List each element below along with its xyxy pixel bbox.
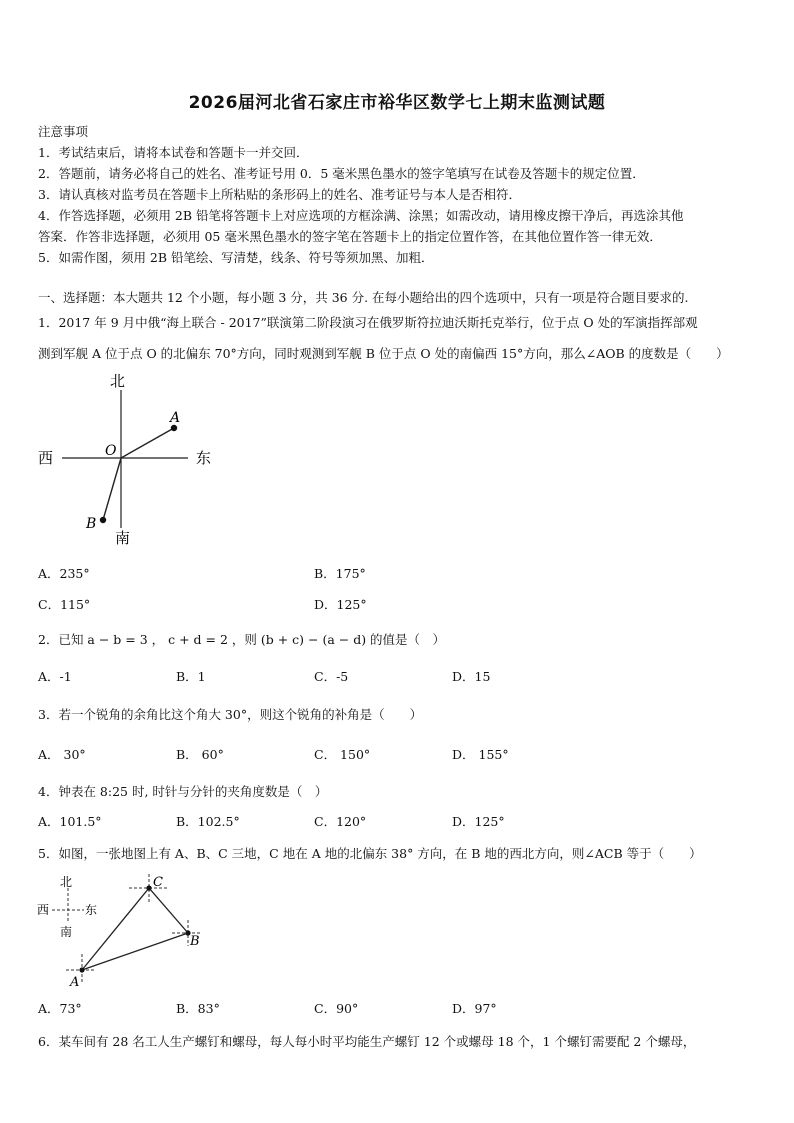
q5-label-b: B bbox=[190, 934, 200, 949]
note-3: 3．请认真核对监考员在答题卡上所粘贴的条形码上的姓名、准考证号与本人是否相符． bbox=[38, 187, 521, 202]
q2-option-d[interactable]: D．15 bbox=[452, 669, 491, 684]
q1-label-east: 东 bbox=[196, 449, 212, 467]
q5-label-south: 南 bbox=[60, 925, 73, 939]
q1-label-b: B bbox=[86, 516, 97, 532]
q1-label-north: 北 bbox=[110, 372, 126, 390]
q2-option-c[interactable]: C．-5 bbox=[314, 669, 349, 684]
q5-label-c: C bbox=[153, 875, 163, 890]
section-heading: 一、选择题：本大题共 12 个小题，每小题 3 分，共 36 分. 在每小题给出的四个选项中，只有一项是符合题目要求的. bbox=[38, 290, 689, 305]
q1-option-c[interactable]: C．115° bbox=[38, 597, 91, 612]
q3-option-c[interactable]: C． 150° bbox=[314, 747, 371, 762]
page-title: 2026届河北省石家庄市裕华区数学七上期末监测试题 bbox=[188, 93, 606, 113]
q1-text-line-1: 1．2017 年 9 月中俄“海上联合 - 2017”联演第二阶段演习在俄罗斯符拉迪沃斯托克举行，位于点 O 处的军演指挥部观 bbox=[38, 315, 698, 330]
q4-option-d[interactable]: D．125° bbox=[452, 814, 505, 829]
q5-option-a[interactable]: A．73° bbox=[38, 1001, 82, 1016]
q5-option-b[interactable]: B．83° bbox=[176, 1001, 220, 1016]
notes-heading: 注意事项 bbox=[38, 124, 89, 139]
q2-text: 2．已知 a − b = 3 ， c + d = 2 ，则 (b + c) − (a − d) 的值是（ ） bbox=[38, 632, 446, 647]
q1-text-line-2: 测到军舰 A 位于点 O 的北偏东 70°方向，同时观测到军舰 B 位于点 O 处的南偏西 15°方向，那么∠AOB 的度数是（ ） bbox=[38, 346, 729, 361]
q5-label-west: 西 bbox=[37, 903, 50, 917]
q5-label-north: 北 bbox=[60, 875, 73, 889]
q1-label-a: A bbox=[170, 410, 181, 426]
q1-compass-diagram bbox=[30, 368, 230, 548]
q1-label-o: O bbox=[105, 443, 117, 459]
q2-option-a[interactable]: A．-1 bbox=[38, 669, 72, 684]
q4-option-c[interactable]: C．120° bbox=[314, 814, 367, 829]
q5-map-diagram bbox=[32, 870, 222, 992]
q6-text: 6．某车间有 28 名工人生产螺钉和螺母，每人每小时平均能生产螺钉 12 个或螺母 18 个，1 个螺钉需要配 2 个螺母， bbox=[38, 1034, 696, 1049]
q5-option-c[interactable]: C．90° bbox=[314, 1001, 359, 1016]
q3-option-a[interactable]: A． 30° bbox=[38, 747, 86, 762]
q3-text: 3．若一个锐角的余角比这个角大 30°，则这个锐角的补角是（ ） bbox=[38, 707, 423, 722]
q1-label-south: 南 bbox=[115, 529, 131, 547]
q1-label-west: 西 bbox=[38, 449, 54, 467]
q3-option-b[interactable]: B． 60° bbox=[176, 747, 224, 762]
q1-option-b[interactable]: B．175° bbox=[314, 566, 366, 581]
q2-option-b[interactable]: B．1 bbox=[176, 669, 206, 684]
note-4-line-2: 答案．作答非选择题，必须用 05 毫米黑色墨水的签字笔在答题卡上的指定位置作答，在其他位置作答一律无效． bbox=[38, 229, 662, 244]
note-4-line-1: 4．作答选择题，必须用 2B 铅笔将答题卡上对应选项的方框涂满、涂黑；如需改动，请用橡皮擦干净后，再选涂其他 bbox=[38, 208, 684, 223]
q1-option-a[interactable]: A．235° bbox=[38, 566, 90, 581]
q5-label-east: 东 bbox=[85, 903, 98, 917]
note-5: 5．如需作图，须用 2B 铅笔绘、写清楚，线条、符号等须加黑、加粗． bbox=[38, 250, 434, 265]
q4-option-a[interactable]: A．101.5° bbox=[38, 814, 102, 829]
q4-text: 4．钟表在 8:25 时, 时针与分针的夹角度数是（ ） bbox=[38, 784, 328, 799]
note-2: 2．答题前，请务必将自己的姓名、准考证号用 0．5 毫米黑色墨水的签字笔填写在试卷及答题卡的规定位置． bbox=[38, 166, 645, 181]
q5-option-d[interactable]: D．97° bbox=[452, 1001, 497, 1016]
note-1: 1．考试结束后，请将本试卷和答题卡一并交回． bbox=[38, 145, 309, 160]
q4-option-b[interactable]: B．102.5° bbox=[176, 814, 240, 829]
q3-option-d[interactable]: D． 155° bbox=[452, 747, 509, 762]
q5-text: 5．如图，一张地图上有 A、B、C 三地，C 地在 A 地的北偏东 38° 方向，在 B 地的西北方向，则∠ACB 等于（ ） bbox=[38, 846, 702, 861]
q1-option-d[interactable]: D．125° bbox=[314, 597, 367, 612]
q5-label-a: A bbox=[70, 975, 80, 990]
